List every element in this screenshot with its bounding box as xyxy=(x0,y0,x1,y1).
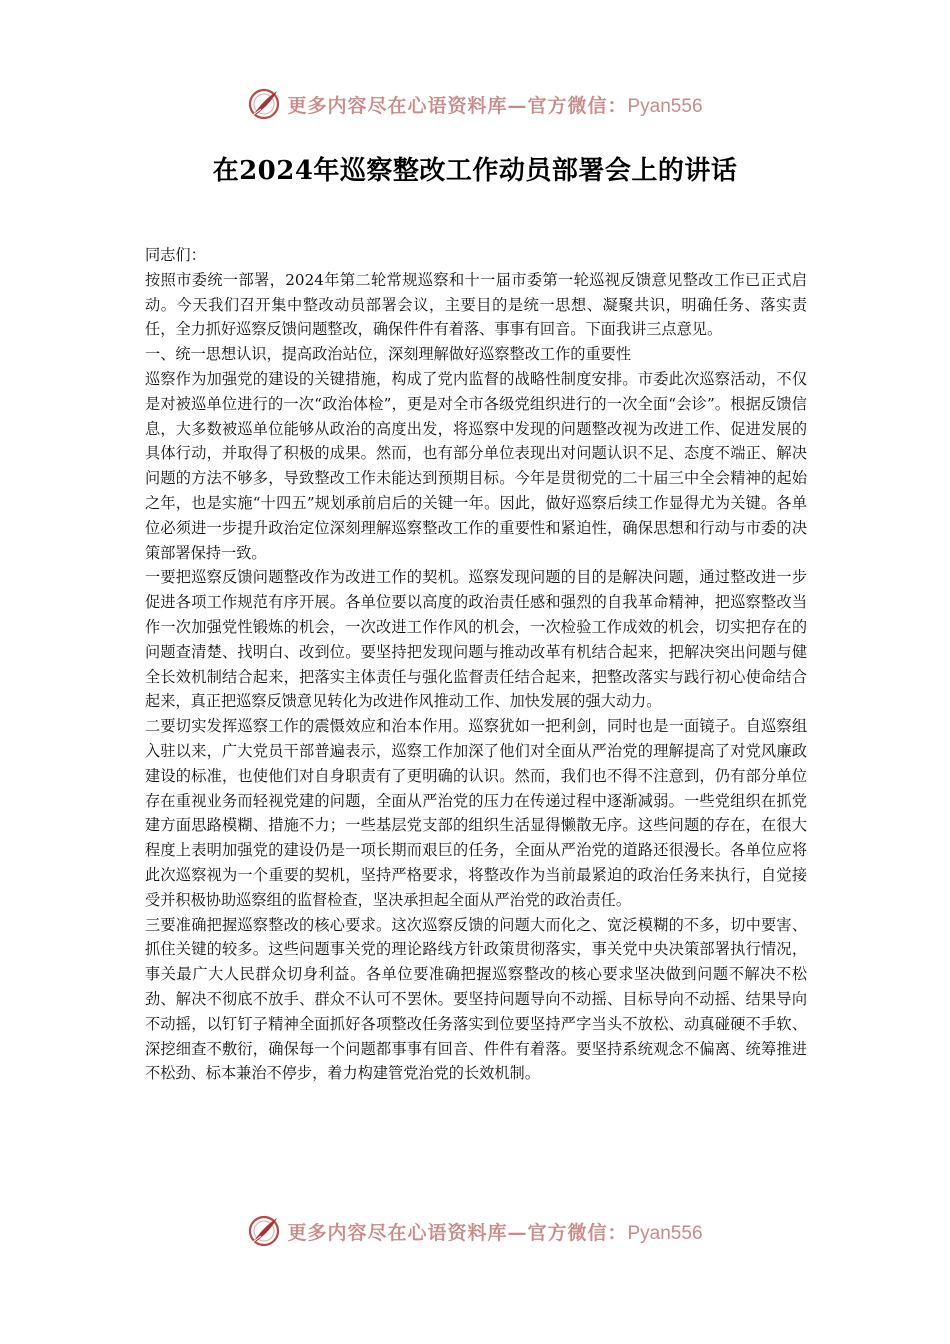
banner-wechat-id: Pyan556 xyxy=(627,95,703,117)
document-title: 在2024年巡察整改工作动员部署会上的讲话 xyxy=(212,156,738,186)
paragraph: 巡察作为加强党的建设的关键措施，构成了党内监督的战略性制度安排。市委此次巡察活动，不仅是对被巡单位进行的一次“政治体检”，更是对全市各级党组织进行的一次全面“会诊”。根据反馈信息，大多数被巡单位能够从政治的高度出发，将巡察中发现的问题整改视为改进工作、促进发展的具体行动，并取得了积极的成果。然而，也有部分单位表现出对问题认识不足、态度不端正、解决问题的方法不够多，导致整改工作未能达到预期目标。今年是贯彻党的二十届三中全会精神的起始之年，也是实施“十四五”规划承前启后的关键一年。因此，做好巡察后续工作显得尤为关键。各单位必须进一步提升政治定位深刻理解巡察整改工作的重要性和紧迫性，确保思想和行动与市委的决策部署保持一致。 xyxy=(145,369,807,562)
banner-text: 更多内容尽在心语资料库—官方微信：Pyan556 xyxy=(287,94,703,117)
section-heading: 一、统一思想认识，提高政治站位，深刻理解做好巡察整改工作的重要性 xyxy=(145,345,631,364)
paragraph: 二要切实发挥巡察工作的震慑效应和治本作用。巡察犹如一把利剑，同时也是一面镜子。自巡察组入驻以来，广大党员干部普遍表示，巡察工作加深了他们对全面从严治党的理解提高了对党风廉政建设的标准，也使他们对自身职责有了更明确的认识。然而，我们也不得不注意到，仍有部分单位存在重视业务而轻视党建的问题，全面从严治党的压力在传递过程中逐渐减弱。一些党组织在抓党建方面思路模糊、措施不力；一些基层党支部的组织生活显得懒散无序。这些问题的存在，在很大程度上表明加强党的建设仍是一项长期而艰巨的任务，全面从严治党的道路还很漫长。各单位应将此次巡察视为一个重要的契机，坚持严格要求，将整改作为当前最紧迫的政治任务来执行，自觉接受并积极协助巡察组的监督检查，坚决承担起全面从严治党的政治责任。 xyxy=(145,717,807,909)
banner-wechat-id: Pyan556 xyxy=(627,1222,703,1244)
footer-banner xyxy=(0,1211,950,1251)
header-banner xyxy=(0,84,950,124)
quill-pen-icon xyxy=(247,1214,281,1248)
document-body xyxy=(145,243,807,1086)
paragraph-intro: 按照市委统一部署，2024年第二轮常规巡察和十一届市委第一轮巡视反馈意见整改工作已正式启动。今天我们召开集中整改动员部署会议，主要目的是统一思想、凝聚共识，明确任务、落实责任，全力抓好巡察反馈问题整改，确保件件有着落、事事有回音。下面我讲三点意见。 xyxy=(145,270,807,339)
paragraph: 三要准确把握巡察整改的核心要求。这次巡察反馈的问题大而化之、宽泛模糊的不多，切中要害、抓住关键的较多。这些问题事关党的理论路线方针政策贯彻落实，事关党中央决策部署执行情况，事关最广大人民群众切身利益。各单位要准确把握巡察整改的核心要求坚决做到问题不解决不松劲、解决不彻底不放手、群众不认可不罢休。要坚持问题导向不动摇、目标导向不动摇、结果导向不动摇，以钉钉子精神全面抓好各项整改任务落实到位要坚持严字当头不放松、动真碰硬不手软、深挖细查不敷衍，确保每一个问题都事事有回音、件件有着落。要坚持系统观念不偏离、统筹推进不松劲、标本兼治不停步，着力构建管党治党的长效机制。 xyxy=(145,915,807,1083)
banner-text: 更多内容尽在心语资料库—官方微信：Pyan556 xyxy=(287,1221,703,1244)
quill-pen-icon xyxy=(247,87,281,121)
paragraph: 一要把巡察反馈问题整改作为改进工作的契机。巡察发现问题的目的是解决问题，通过整改进一步促进各项工作规范有序开展。各单位要以高度的政治责任感和强烈的自我革命精神，把巡察整改当作一次加强党性锻炼的机会，一次改进工作作风的机会，一次检验工作成效的机会，切实把存在的问题查清楚、找明白、改到位。要坚持把发现问题与推动改革有机结合起来，把解决突出问题与健全长效机制结合起来，把落实主体责任与强化监督责任结合起来，把整改落实与践行初心使命结合起来，真正把巡察反馈意见转化为改进作风推动工作、加快发展的强大动力。 xyxy=(145,568,807,711)
salutation: 同志们： xyxy=(145,246,206,264)
